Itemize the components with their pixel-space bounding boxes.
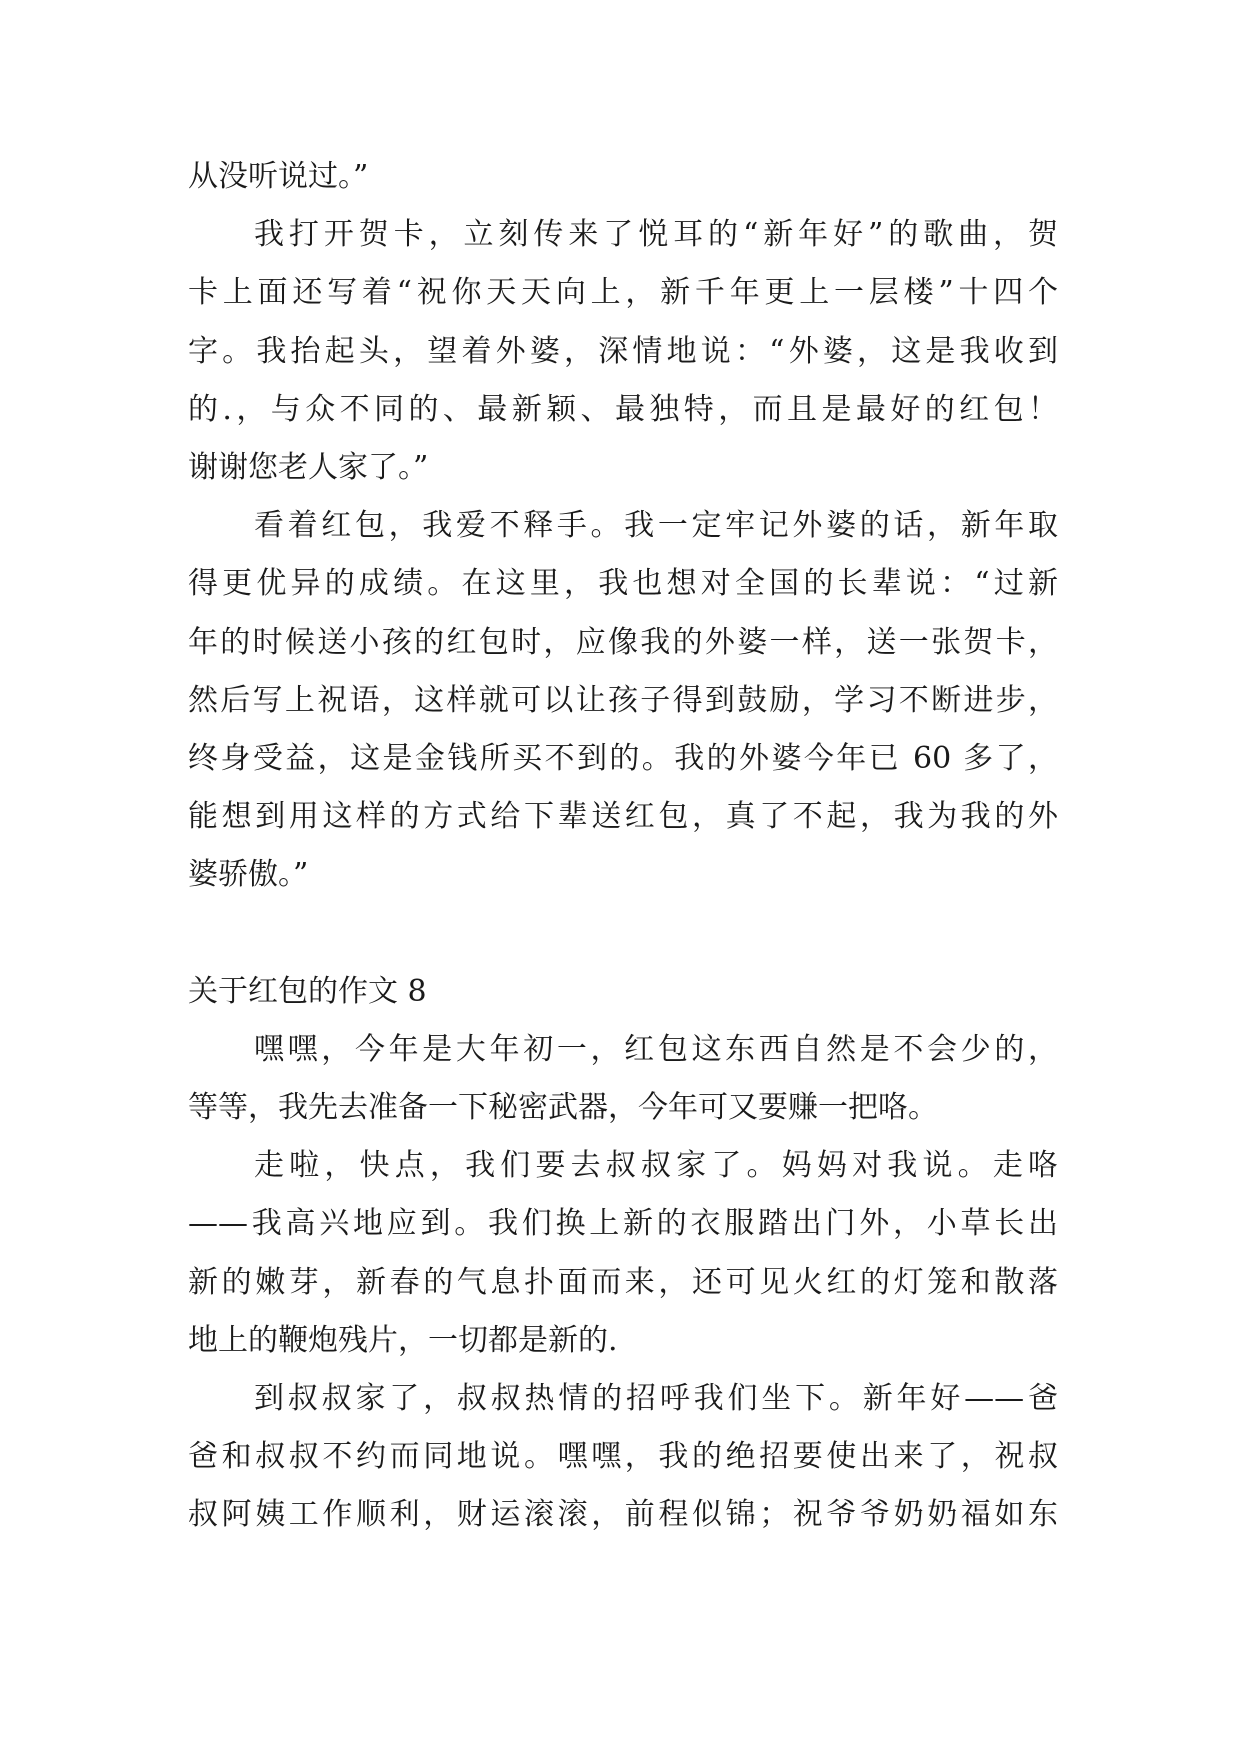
text-line: 地上的鞭炮残片，一切都是新的. xyxy=(188,1322,618,1358)
section-heading: 关于红包的作文 8 xyxy=(188,973,427,1009)
text-line: 终身受益，这是金钱所买不到的。我的外婆今年已 60 多了， xyxy=(188,740,1058,776)
text-line: 我打开贺卡，立刻传来了悦耳的“新年好”的歌曲，贺 xyxy=(254,217,1058,253)
text-line: ——我高兴地应到。我们换上新的衣服踏出门外，小草长出 xyxy=(188,1206,1058,1242)
text-line: 卡上面还写着“祝你天天向上，新千年更上一层楼”十四个 xyxy=(188,275,1058,311)
text-line: 的.，与众不同的、最新颖、最独特，而且是最好的红包！ xyxy=(188,391,1058,427)
text-line: 看着红包，我爱不释手。我一定牢记外婆的话，新年取 xyxy=(254,508,1058,544)
text-line: 得更优异的成绩。在这里，我也想对全国的长辈说：“过新 xyxy=(188,566,1058,602)
text-line: 然后写上祝语，这样就可以让孩子得到鼓励，学习不断进步， xyxy=(188,682,1058,718)
text-line: 字。我抬起头，望着外婆，深情地说：“外婆，这是我收到 xyxy=(188,333,1058,369)
blank-line xyxy=(188,904,1058,962)
text-line: 叔阿姨工作顺利，财运滚滚，前程似锦；祝爷爷奶奶福如东 xyxy=(188,1497,1058,1533)
text-line: 谢谢您老人家了。” xyxy=(188,449,429,485)
text-line: 嘿嘿，今年是大年初一，红包这东西自然是不会少的， xyxy=(254,1031,1058,1067)
text-line: 从没听说过。” xyxy=(188,159,369,194)
text-line: 等等，我先去准备一下秘密武器，今年可又要赚一把咯。 xyxy=(188,1090,938,1125)
text-line: 走啦，快点，我们要去叔叔家了。妈妈对我说。走咯 xyxy=(254,1148,1058,1184)
text-line: 爸和叔叔不约而同地说。嘿嘿，我的绝招要使出来了，祝叔 xyxy=(188,1439,1058,1475)
text-line: 婆骄傲。” xyxy=(188,857,309,893)
text-line: 新的嫩芽，新春的气息扑面而来，还可见火红的灯笼和散落 xyxy=(188,1264,1058,1300)
text-line: 年的时候送小孩的红包时，应像我的外婆一样，送一张贺卡， xyxy=(188,624,1058,660)
text-line: 到叔叔家了，叔叔热情的招呼我们坐下。新年好——爸 xyxy=(254,1380,1058,1416)
document-body xyxy=(188,148,1058,1545)
text-line: 能想到用这样的方式给下辈送红包，真了不起，我为我的外 xyxy=(188,799,1058,835)
